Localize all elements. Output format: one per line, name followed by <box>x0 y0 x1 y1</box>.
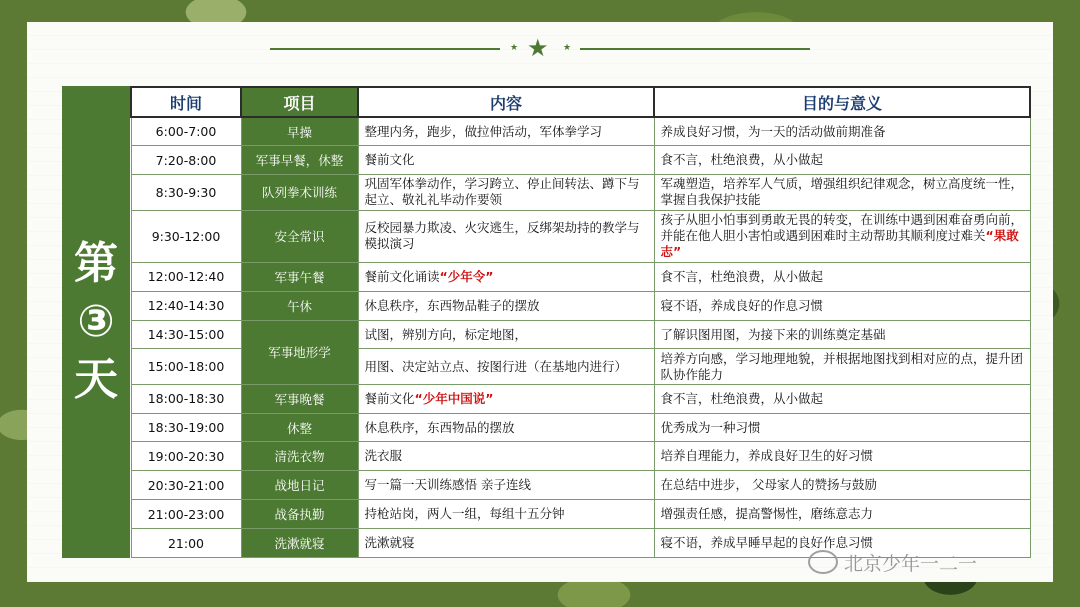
purpose-cell: 军魂塑造，培养军人气质，增强组织纪律观念，树立高度统一性，掌握自我保护技能 <box>654 175 1030 210</box>
purpose-text: 孩子从胆小怕事到勇敢无畏的转变，在训练中遇到困难奋勇向前，并能在他人胆小害怕或遇到困难时主动帮助其顺利度过难关 <box>660 212 1024 244</box>
time-cell: 18:00-18:30 <box>131 384 241 413</box>
time-cell: 18:30-19:00 <box>131 413 241 442</box>
project-cell: 军事地形学 <box>241 320 358 384</box>
content-cell: 用图、决定站立点、按图行进（在基地内进行） <box>358 349 654 384</box>
table-row <box>131 471 1030 500</box>
content-cell: 写一篇一天训练感悟 亲子连线 <box>358 471 654 500</box>
table-row <box>131 320 1030 349</box>
project-cell: 军事早餐，休整 <box>241 146 358 175</box>
table-row <box>131 413 1030 442</box>
purpose-cell: 优秀成为一种习惯 <box>654 413 1030 442</box>
time-cell: 15:00-18:00 <box>131 349 241 384</box>
ornament-dot-icon: ★ <box>563 43 572 53</box>
table-row <box>131 146 1030 175</box>
day-label-number: ③ <box>77 296 115 347</box>
content-cell: 巩固军体拳动作，学习跨立、停止间转法、蹲下与起立、敬礼礼毕动作要领 <box>358 175 654 210</box>
ornament-dot-icon: ★ <box>510 43 519 53</box>
project-cell: 队列拳术训练 <box>241 175 358 210</box>
schedule-table <box>130 86 1031 558</box>
project-cell: 军事午餐 <box>241 262 358 291</box>
header-ornament <box>0 34 1080 62</box>
content-cell: 洗漱就寝 <box>358 529 654 558</box>
purpose-cell: 在总结中进步， 父母家人的赞扬与鼓励 <box>654 471 1030 500</box>
table-row <box>131 291 1030 320</box>
content-cell: 休息秩序，东西物品的摆放 <box>358 413 654 442</box>
purpose-cell: 食不言，杜绝浪费，从小做起 <box>654 384 1030 413</box>
content-cell: 反校园暴力欺凌、火灾逃生，反绑架劫持的教学与模拟演习 <box>358 210 654 262</box>
purpose-cell <box>654 210 1030 262</box>
day-label-char: 天 <box>74 354 118 405</box>
wechat-icon <box>808 550 838 574</box>
purpose-cell: 培养方向感，学习地理地貌，并根据地图找到相对应的点，提升团队协作能力 <box>654 349 1030 384</box>
project-cell: 早操 <box>241 117 358 146</box>
ornament-line-right <box>580 48 810 50</box>
purpose-cell: 培养自理能力，养成良好卫生的好习惯 <box>654 442 1030 471</box>
content-cell: 休息秩序，东西物品鞋子的摆放 <box>358 291 654 320</box>
content-cell: 整理内务，跑步，做拉伸活动，军体拳学习 <box>358 117 654 146</box>
table-row <box>131 175 1030 210</box>
content-cell <box>358 262 654 291</box>
time-cell: 6:00-7:00 <box>131 117 241 146</box>
day-label <box>62 86 130 558</box>
time-cell: 12:40-14:30 <box>131 291 241 320</box>
header-project: 项目 <box>241 87 358 117</box>
purpose-cell: 增强责任感，提高警惕性，磨练意志力 <box>654 500 1030 529</box>
header-purpose: 目的与意义 <box>654 87 1030 117</box>
day-label-char: 第 <box>74 238 118 289</box>
highlight-text: “少年中国说” <box>414 390 494 406</box>
content-cell: 试图，辨别方向，标定地图， <box>358 320 654 349</box>
project-cell: 战地日记 <box>241 471 358 500</box>
content-cell: 持枪站岗，两人一组，每组十五分钟 <box>358 500 654 529</box>
time-cell: 14:30-15:00 <box>131 320 241 349</box>
content-cell: 餐前文化 <box>358 146 654 175</box>
time-cell: 21:00 <box>131 529 241 558</box>
purpose-cell: 了解识图用图，为接下来的训练奠定基础 <box>654 320 1030 349</box>
purpose-cell: 寝不语，养成早睡早起的良好作息习惯 <box>654 529 1030 558</box>
table-row <box>131 210 1030 262</box>
time-cell: 7:20-8:00 <box>131 146 241 175</box>
table-row <box>131 442 1030 471</box>
content-cell <box>358 384 654 413</box>
table-row <box>131 262 1030 291</box>
project-cell: 午休 <box>241 291 358 320</box>
highlight-text: “果敢志” <box>660 228 1019 260</box>
star-icon: ★ <box>527 34 549 62</box>
content-cell: 洗衣服 <box>358 442 654 471</box>
project-cell: 安全常识 <box>241 210 358 262</box>
time-cell: 12:00-12:40 <box>131 262 241 291</box>
header-content: 内容 <box>358 87 654 117</box>
time-cell: 19:00-20:30 <box>131 442 241 471</box>
purpose-cell: 养成良好习惯，为一天的活动做前期准备 <box>654 117 1030 146</box>
time-cell: 8:30-9:30 <box>131 175 241 210</box>
project-cell: 军事晚餐 <box>241 384 358 413</box>
content-text: 餐前文化 <box>364 390 415 406</box>
project-cell: 战备执勤 <box>241 500 358 529</box>
ornament-line-left <box>270 48 500 50</box>
time-cell: 21:00-23:00 <box>131 500 241 529</box>
time-cell: 9:30-12:00 <box>131 210 241 262</box>
highlight-text: “少年令” <box>439 268 494 284</box>
purpose-cell: 寝不语，养成良好的作息习惯 <box>654 291 1030 320</box>
time-cell: 20:30-21:00 <box>131 471 241 500</box>
project-cell: 休整 <box>241 413 358 442</box>
project-cell: 洗漱就寝 <box>241 529 358 558</box>
table-row <box>131 117 1030 146</box>
purpose-cell: 食不言，杜绝浪费，从小做起 <box>654 262 1030 291</box>
header-time: 时间 <box>131 87 241 117</box>
purpose-cell: 食不言，杜绝浪费，从小做起 <box>654 146 1030 175</box>
watermark-text: 北京少年一二一 <box>844 552 978 575</box>
watermark <box>808 548 1048 576</box>
table-row <box>131 384 1030 413</box>
table-header-row <box>131 87 1030 117</box>
table-row <box>131 500 1030 529</box>
content-text: 餐前文化诵读 <box>364 268 440 284</box>
project-cell: 清洗衣物 <box>241 442 358 471</box>
